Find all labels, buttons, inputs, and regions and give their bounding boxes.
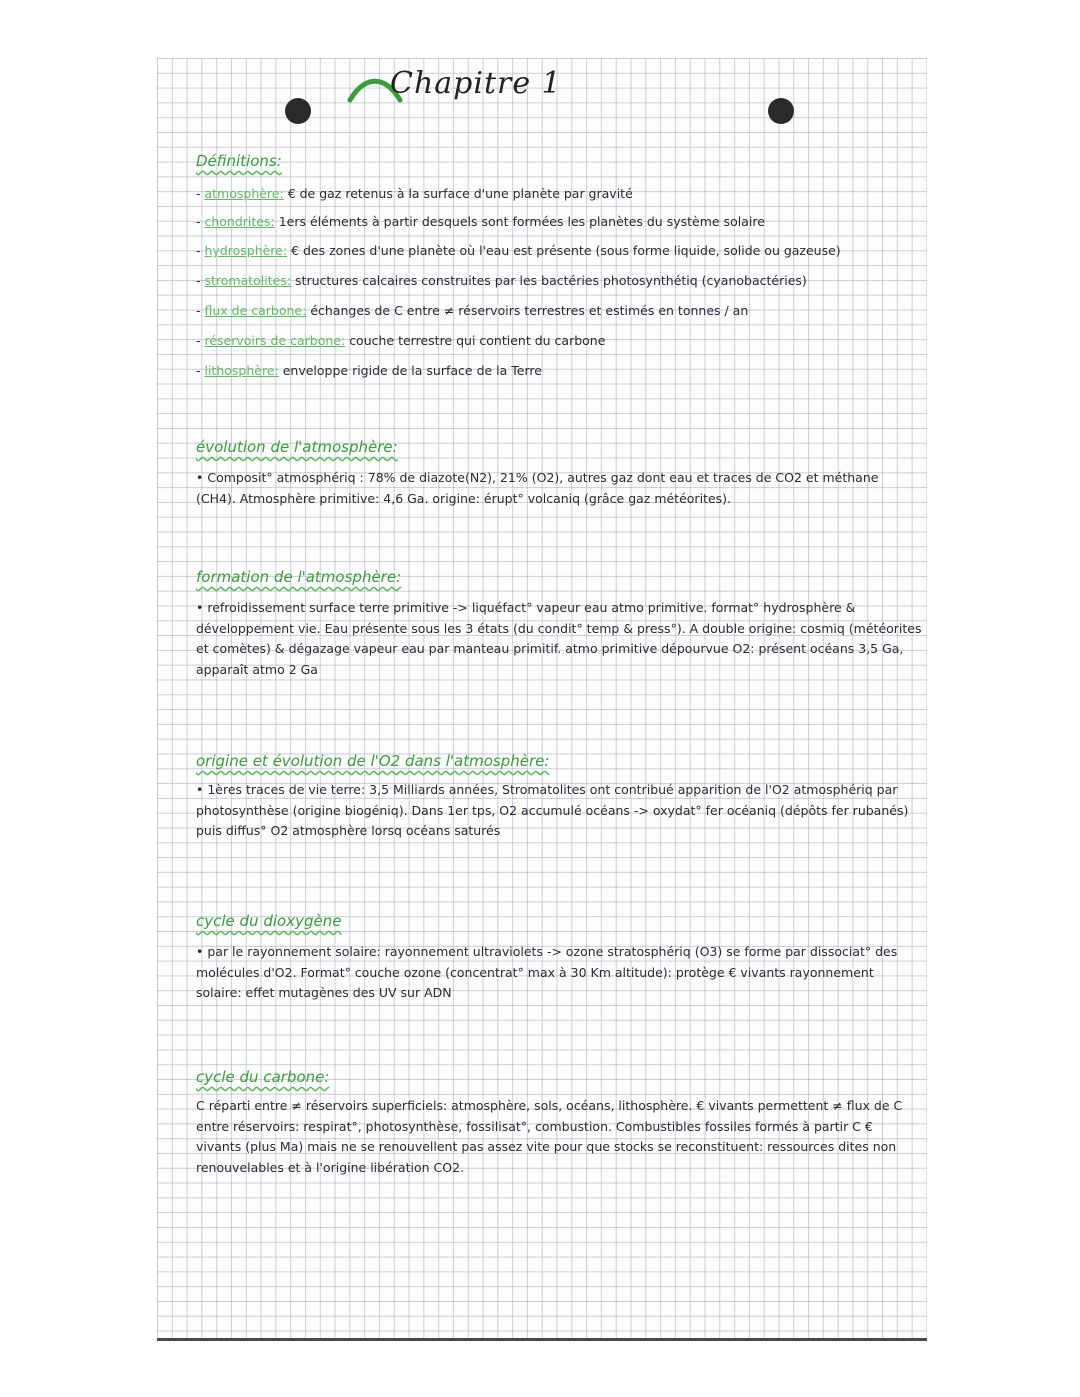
definition-item: - atmosphère: € de gaz retenus à la surface d'une planète par gravité [196,186,633,201]
definition-term: réservoirs de carbone: [204,333,346,348]
page-bottom-edge [157,1338,927,1341]
definition-term: chondrites: [204,214,275,229]
definition-item: - réservoirs de carbone: couche terrestre qui contient du carbone [196,333,606,348]
definition-text: couche terrestre qui contient du carbone [349,333,606,348]
definition-term: atmosphère: [204,186,284,201]
definition-text: 1ers éléments à partir desquels sont formées les planètes du système solaire [278,214,765,229]
definition-item: - chondrites: 1ers éléments à partir desquels sont formées les planètes du système solaire [196,214,765,229]
binder-hole-left [285,98,311,124]
section-heading: cycle du dioxygène [196,912,342,930]
page-title: Chapitre 1 [390,66,562,101]
binder-hole-right [768,98,794,124]
section-heading: formation de l'atmosphère: [196,568,402,586]
definition-item: - hydrosphère: € des zones d'une planète où l'eau est présente (sous forme liquide, solide ou gazeuse) [196,243,841,258]
definition-text: échanges de C entre ≠ réservoirs terrestres et estimés en tonnes / an [310,303,749,318]
definition-item: - stromatolites: structures calcaires construites par les bactéries photosynthétiq (cyanobactéries) [196,273,807,288]
definition-text: € des zones d'une planète où l'eau est présente (sous forme liquide, solide ou gazeuse) [291,243,841,258]
definition-item: - flux de carbone: échanges de C entre ≠ réservoirs terrestres et estimés en tonnes / an [196,303,749,318]
definition-text: enveloppe rigide de la surface de la Terre [282,363,542,378]
definition-text: € de gaz retenus à la surface d'une planète par gravité [287,186,633,201]
section-body: • refroidissement surface terre primitive -> liquéfact° vapeur eau atmo primitive. format° hydrosphère & développement vie. Eau présente sous les 3 états (du condit° temp & press°). A double origine: cosmiq (météorites et comètes) & dégazage vapeur eau par manteau primitif. atmo primitive dépourvue O2: présent océans 3,5 Ga, apparaît atmo 2 Ga [196,600,922,677]
definition-term: hydrosphère: [204,243,288,258]
definition-item: - lithosphère: enveloppe rigide de la surface de la Terre [196,363,542,378]
section-body: C réparti entre ≠ réservoirs superficiels: atmosphère, sols, océans, lithosphère. € vivants permettent ≠ flux de C entre réservoirs: respirat°, photosynthèse, fossilisat°, combustion. Combustibles fossiles formés à partir C € vivants (plus Ma) mais ne se renouvellent pas assez vite pour que stocks se reconstituent: ressources dites non renouvelables et à l'origine libération CO2. [196,1098,903,1175]
definition-term: lithosphère: [204,363,279,378]
section-heading: cycle du carbone: [196,1068,330,1086]
section-body: • 1ères traces de vie terre: 3,5 Milliards années, Stromatolites ont contribué apparition de l'O2 atmosphériq par photosynthèse (origine biogéniq). Dans 1er tps, O2 accumulé océans -> oxydat° fer océaniq (dépôts fer rubanés) puis diffus° O2 atmosphère lorsq océans saturés [196,782,909,838]
section-body: • par le rayonnement solaire: rayonnement ultraviolets -> ozone stratosphériq (O3) se forme par dissociat° des molécules d'O2. Format° couche ozone (concentrat° max à 30 Km altitude): protège € vivants rayonnement solaire: effet mutagènes des UV sur ADN [196,944,898,1000]
definition-term: stromatolites: [204,273,292,288]
section-heading: origine et évolution de l'O2 dans l'atmosphère: [196,752,550,770]
definitions-heading: Définitions: [196,152,282,170]
section-heading: évolution de l'atmosphère: [196,438,398,456]
section-body: • Composit° atmosphériq : 78% de diazote(N2), 21% (O2), autres gaz dont eau et traces de CO2 et méthane (CH4). Atmosphère primitive: 4,6 Ga. origine: érupt° volcaniq (grâce gaz météorites). [196,470,879,506]
definition-term: flux de carbone: [204,303,307,318]
definition-text: structures calcaires construites par les bactéries photosynthétiq (cyanobactéries) [295,273,807,288]
